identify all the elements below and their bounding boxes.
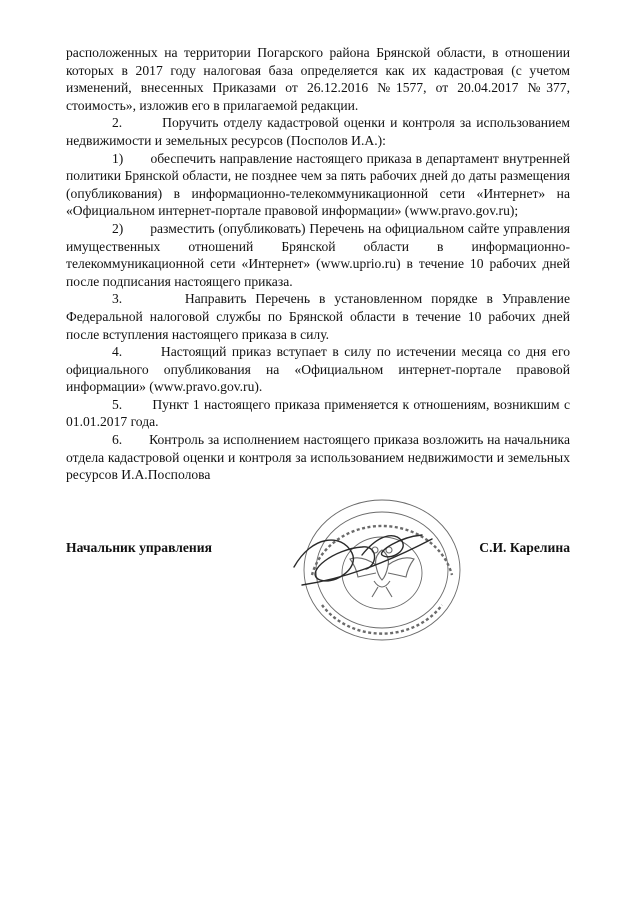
official-seal-icon xyxy=(282,495,482,645)
seal-outer-ring xyxy=(304,500,460,640)
paragraph-item-4: 4. Настоящий приказ вступает в силу по истечении месяца со дня его официального опубликования на «Официальном интернет-портале правовой информации» (www.pravo.gov.ru). xyxy=(66,344,570,395)
paragraph-item-3: 3. Направить Перечень в установленном порядке в Управление Федеральной налоговой службы по Брянской области в течение 10 рабочих дней после вступления настоящего приказа в силу. xyxy=(66,291,570,342)
paragraph-item-2: 2. Поручить отделу кадастровой оценки и контроля за использованием недвижимости и земельных ресурсов (Посполов И.А.): xyxy=(66,115,570,148)
seal-inner-ring xyxy=(316,512,448,628)
signer-position: Начальник управления xyxy=(66,540,212,555)
signer-name: С.И. Карелина xyxy=(479,540,570,555)
paragraph-continuation: расположенных на территории Погарского района Брянской области, в отношении которых в 2017 году налоговая база определяется как их кадастровая (с учетом изменений, внесенных Приказами от 26.12.2016 №1577, от 20.04.2017 №377, стоимость», изложив его в прилагаемой редакции. xyxy=(66,45,570,113)
signature-block xyxy=(66,540,570,560)
document-body xyxy=(66,44,570,484)
paragraph-item-5: 5. Пункт 1 настоящего приказа применяется к отношениям, возникшим с 01.01.2017 года. xyxy=(66,396,570,430)
paragraph-item-6: 6. Контроль за исполнением настоящего приказа возложить на начальника отдела кадастровой оценки и контроля за использованием недвижимости и земельных ресурсов И.А.Посполова xyxy=(66,432,570,483)
paragraph-subitem-1: 1) обеспечить направление настоящего приказа в департамент внутренней политики Брянской области, не позднее чем за пять рабочих дней до даты размещения (опубликования) в информационно-телекоммуникационной сети «Интернет» на «Официальном интернет-портале правовой информации» (www.pravo.gov.ru); xyxy=(66,150,570,219)
paragraph-subitem-2: 2) разместить (опубликовать) Перечень на официальном сайте управления имущественных отношений Брянской области в информационно-телекоммуникационной сети «Интернет» (www.uprio.ru) в течение 10 рабочих дней после подписания настоящего приказа. xyxy=(66,220,570,289)
